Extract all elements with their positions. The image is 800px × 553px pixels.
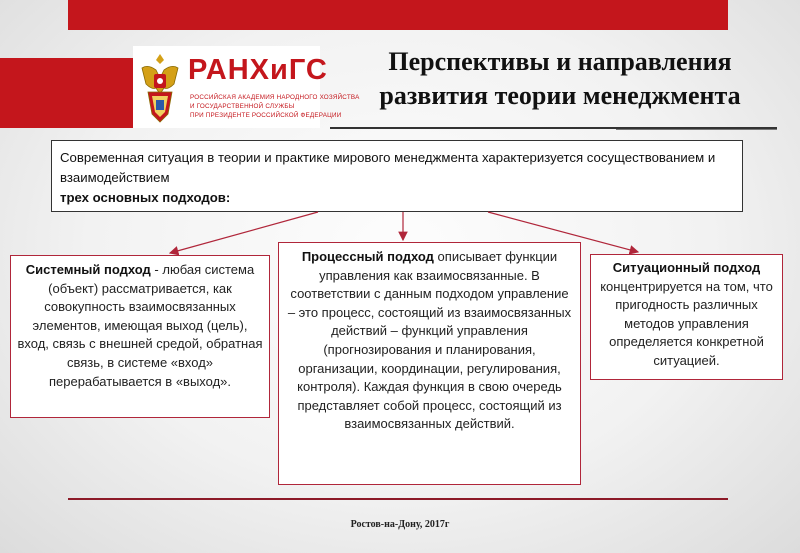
intro-text: Современная ситуация в теории и практике мирового менеджмента характеризуется сосуществованием и взаимодействием: [60, 150, 716, 185]
situational-approach-title: Ситуационный подход: [612, 260, 761, 275]
system-approach-text: - любая система (объект) рассматривается, как совокупность взаимосвязанных элементов, имеющая выход (цель), вход, связь с внешней средой, обратная связь, в системе «вход» перерабатывается в «выход».: [17, 262, 263, 389]
org-full-name-line: ПРИ ПРЕЗИДЕНТЕ РОССИЙСКОЙ ФЕДЕРАЦИИ: [190, 112, 342, 119]
process-approach-title: Процессный подход: [301, 249, 434, 264]
slide-title-line: Перспективы и направления: [388, 47, 732, 76]
process-approach-card: [278, 242, 581, 485]
org-name: РАНХиГС: [188, 54, 328, 86]
system-approach-title: Системный подход: [25, 262, 151, 277]
process-approach-text: описывает функции управления как взаимосвязанные. В соответствии с данным подходом управление – это процесс, состоящий из взаимосвязанных действий – функций управления (прогнозирования и планирования, организации, координации, регулирования, контроля). Каждая функция в свою очередь представляет собой процесс, состоящий из взаимосвязанных действий.: [287, 249, 572, 432]
bottom-divider: [68, 498, 728, 500]
slide-title-line: развития теории менеджмента: [379, 81, 741, 110]
footer-location-year: Ростов-на-Дону, 2017г: [350, 519, 450, 530]
intro-bold-text: трех основных подходов:: [60, 190, 231, 205]
org-full-name-line: РОССИЙСКАЯ АКАДЕМИЯ НАРОДНОГО ХОЗЯЙСТВА: [190, 94, 360, 101]
system-approach-card: [10, 255, 270, 418]
situational-approach-text: концентрируется на том, что пригодность различных методов управления определяется конкретной ситуацией.: [600, 278, 773, 368]
situational-approach-card: [590, 254, 783, 380]
org-full-name-line: И ГОСУДАРСТВЕННОЙ СЛУЖБЫ: [190, 103, 295, 110]
